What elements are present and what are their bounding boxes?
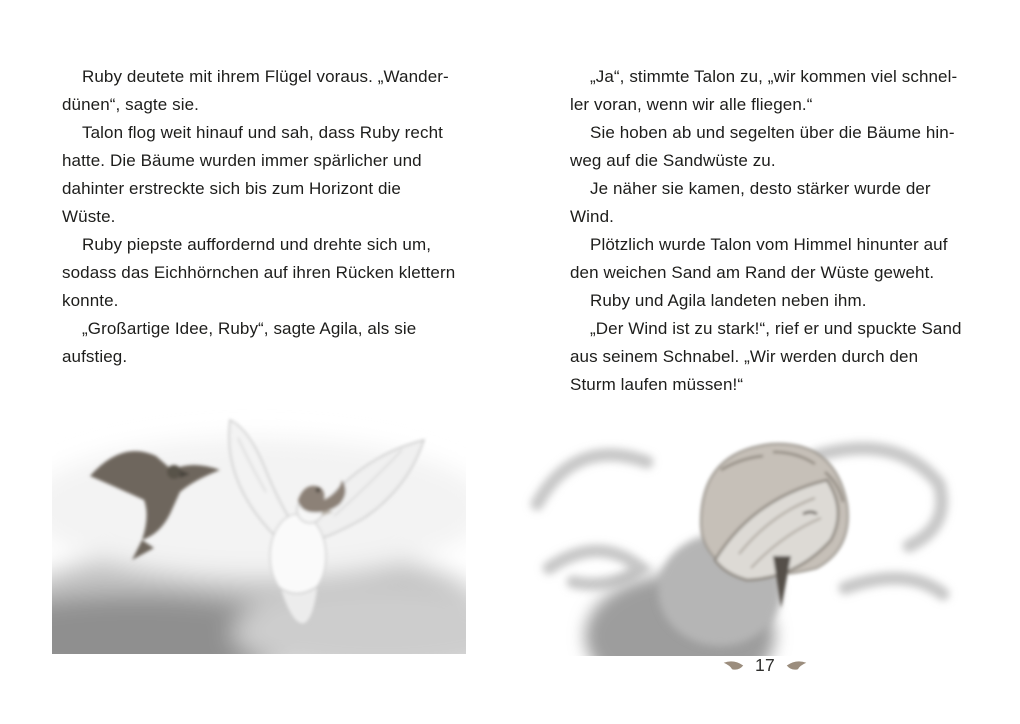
text-line: hatte. Die Bäume wurden immer spärlicher und <box>62 151 422 170</box>
text-line: sodass das Eichhörnchen auf ihren Rücken klettern <box>62 263 456 282</box>
text-line: Sie hoben ab und segelten über die Bäume hin- <box>590 123 955 142</box>
text-line: aufstieg. <box>62 347 128 366</box>
text-line: Sturm laufen müssen!“ <box>570 375 744 394</box>
text-line: den weichen Sand am Rand der Wüste geweht. <box>570 263 935 282</box>
illustration-sandstorm-bird <box>515 418 963 656</box>
leaf-icon-right <box>785 659 809 672</box>
illustration-flying-birds <box>52 388 466 654</box>
text-line: „Großartige Idee, Ruby“, sagte Agila, als sie <box>82 319 417 338</box>
right-page <box>510 0 1020 724</box>
text-line: aus seinem Schnabel. „Wir werden durch den <box>570 347 919 366</box>
text-line: konnte. <box>62 291 119 310</box>
page-footer <box>510 651 1020 679</box>
text-line: „Ja“, stimmte Talon zu, „wir kommen viel schnel- <box>590 67 958 86</box>
right-page-text <box>570 63 970 399</box>
text-line: Wüste. <box>62 207 116 226</box>
page-number: 17 <box>754 654 776 675</box>
leaf-icon-left <box>721 659 745 672</box>
text-line: Ruby und Agila landeten neben ihm. <box>590 291 867 310</box>
text-line: Je näher sie kamen, desto stärker wurde der <box>590 179 931 198</box>
text-line: Ruby deutete mit ihrem Flügel voraus. „Wander- <box>82 67 449 86</box>
text-line: ler voran, wenn wir alle fliegen.“ <box>570 95 813 114</box>
text-line: Talon flog weit hinauf und sah, dass Ruby recht <box>82 123 443 142</box>
text-line: „Der Wind ist zu stark!“, rief er und spuckte Sand <box>590 319 962 338</box>
text-line: dahinter erstreckte sich bis zum Horizont die <box>62 179 401 198</box>
text-line: dünen“, sagte sie. <box>62 95 199 114</box>
text-line: Wind. <box>570 207 614 226</box>
text-line: Plötzlich wurde Talon vom Himmel hinunter auf <box>590 235 948 254</box>
left-page-text <box>62 63 472 371</box>
text-line: Ruby piepste auffordernd und drehte sich um, <box>82 235 432 254</box>
text-line: weg auf die Sandwüste zu. <box>570 151 776 170</box>
